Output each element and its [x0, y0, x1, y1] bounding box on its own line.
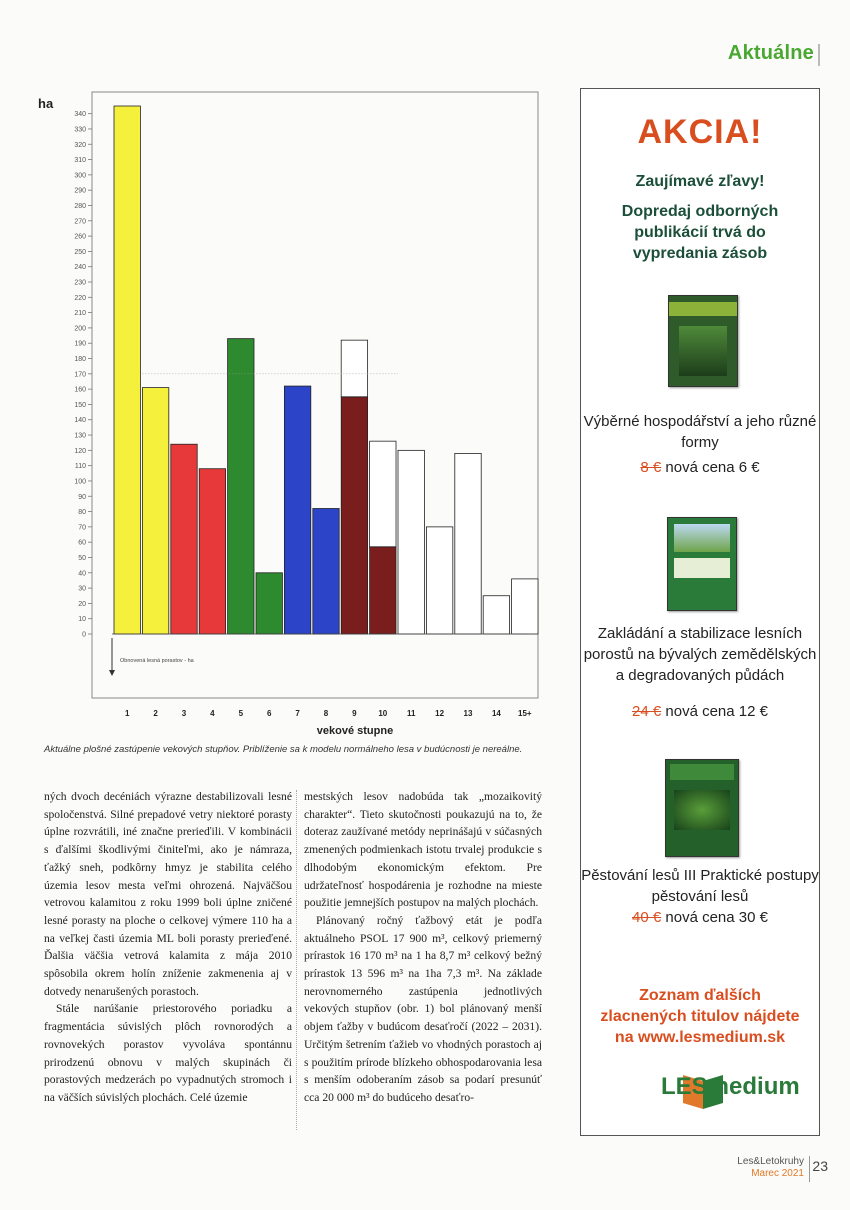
- article-column-right: [304, 788, 542, 1107]
- x-tick-label: 7: [295, 709, 300, 718]
- y-tick-label: 150: [74, 401, 86, 409]
- y-tick-label: 130: [74, 432, 86, 440]
- y-tick-label: 200: [74, 325, 86, 333]
- y-tick-label: 180: [74, 356, 86, 364]
- legend-text: Obnovená lesná porastov - ha: [120, 658, 194, 664]
- book-cover-1: [668, 295, 738, 387]
- x-tick-label: 8: [323, 709, 329, 718]
- y-axis-label: ha: [38, 96, 54, 111]
- y-tick-label: 340: [74, 111, 86, 119]
- bar-stack-9: [341, 340, 367, 397]
- figure-caption: Aktuálne plošné zastúpenie vekových stupňov. Priblíženie sa k modelu normálneho lesa v budúcnosti je nereálne.: [44, 744, 523, 755]
- y-tick-label: 70: [78, 524, 86, 532]
- bar-2: [142, 388, 168, 634]
- book-old-price-3: 40 €: [632, 909, 662, 926]
- footer-magazine: [737, 1156, 804, 1180]
- bar-1: [114, 106, 140, 634]
- y-tick-label: 290: [74, 187, 86, 195]
- y-tick-label: 80: [78, 509, 86, 517]
- lesmedium-logo-text: LESmedium: [661, 1073, 800, 1100]
- x-tick-label: 11: [406, 709, 416, 718]
- bar-8: [313, 509, 339, 634]
- book-price-2: [581, 701, 819, 722]
- x-tick-label: 2: [153, 709, 158, 718]
- y-tick-label: 220: [74, 294, 86, 302]
- bar-4: [199, 469, 225, 634]
- y-tick-label: 250: [74, 248, 86, 256]
- page-number: 23: [812, 1158, 828, 1174]
- legend-arrow-head: [109, 670, 115, 676]
- x-axis-label: vekové stupne: [316, 725, 394, 737]
- y-tick-label: 60: [78, 539, 86, 547]
- book-price-3: [581, 907, 819, 928]
- footer-date: Marec 2021: [751, 1168, 804, 1179]
- bar-stack-14: [483, 596, 509, 634]
- x-tick-label: 13: [463, 709, 473, 718]
- book-new-price-3: nová cena 30 €: [665, 909, 768, 926]
- y-tick-label: 20: [78, 600, 86, 608]
- y-tick-label: 120: [74, 447, 86, 455]
- bar-5: [228, 339, 254, 634]
- x-tick-label: 12: [435, 709, 445, 718]
- bar-9: [341, 397, 367, 634]
- y-tick-label: 270: [74, 218, 86, 226]
- book-title-2: Zakládání a stabilizace lesních porostů na bývalých zemědělských a degradovaných půdách: [583, 625, 817, 684]
- x-tick-label: 3: [181, 709, 187, 718]
- book-new-price-2: nová cena 12 €: [665, 703, 768, 720]
- y-tick-label: 140: [74, 417, 86, 425]
- article-paragraph: Stále narúšanie priestorového poriadku a fragmentácia súvislých plôch rovnorodých a rovnovekých porastov vyvoláva spontánnu prirodzenú obnovu v malých skupinách či porastových medzerách po vypadnutých stromoch i na väčších súvislých plochách. Celé územie: [44, 1002, 292, 1104]
- y-tick-label: 170: [74, 371, 86, 379]
- promo-ad-box: [580, 88, 820, 1136]
- y-tick-label: 100: [74, 478, 86, 486]
- ad-subtitle-2-text: Dopredaj odborných publikácií trvá do vypredania zásob: [621, 203, 779, 262]
- y-tick-label: 330: [74, 126, 86, 134]
- article-paragraph: Plánovaný ročný ťažbový etát je podľa aktuálneho PSOL 17 900 m³, celkový priemerný prírastok 16 170 m³ na 1 ha 8,7 m³ celkový bežný prírastok 13 596 m³ na 1ha 7,3 m³. Na základe nerovnomerného zastúpenia jednotlivých vekových stupňov (obr. 1) bol plánovaný menší objem ťažby v budúcom desaťročí (2022 – 2031). Určitým šetrením ťažieb vo vhodných porastoch aj s použitím prírode blízkeho obhospodarovania lesa s menším odoberaním zásob sa podarí presunúť cca 20 000 m³ do budúceho desaťro-: [304, 913, 542, 1104]
- ad-subtitle: Zaujímavé zľavy!: [635, 173, 765, 190]
- article-paragraph: ných dvoch decéniách výrazne destabilizovali lesné spoločenstvá. Silné prepadové vetry niektoré porasty úplne rozvrátili, iné značne prerieďili. V kombinácii s ďalšími škodlivými činiteľmi, ako je námraza, ťažký sneh, podkôrny hmyz je stabilita celého územia lesov mesta veľmi ohrozená. Najväčšou vetrovou kalamitou z roku 1999 boli úplne zničené lesné porasty na ploche o celkovej výmere 110 ha a na veľkej časti územia ML boli porasty prerieďené. Ďalšia väčšia vetrová kalamita z mája 2010 spôsobila okrem holín zníženie zakmenenia aj v dotvedy nenarušených porastoch.: [44, 790, 292, 998]
- x-tick-label: 15+: [518, 709, 532, 718]
- book-title-3: Pěstování lesů III Praktické postupy pěstování lesů: [581, 867, 819, 905]
- bar-stack-15+: [512, 579, 538, 634]
- lesmedium-logo: [609, 1067, 799, 1111]
- book-old-price-2: 24 €: [632, 703, 662, 720]
- article-paragraph: mestských lesov nadobúda tak „mozaikovitý charakter“. Tieto skutočnosti poukazujú na to, že doteraz zaužívané metódy neprinášajú v súčasných zmenených podmienkach istotu trvalej produkcie s dlhodobým ekonomickým efektom. Pre udržateľnosť hospodárenia je rozhodne na mieste použitie jemnejších postupov na malých plochách.: [304, 790, 542, 910]
- footer-divider: [809, 1156, 810, 1182]
- book-new-price-1: nová cena 6 €: [665, 459, 760, 476]
- y-tick-label: 40: [78, 570, 86, 578]
- bar-6: [256, 573, 282, 634]
- footer-magazine-name: Les&Letokruhy: [737, 1156, 804, 1167]
- bar-stack-12: [426, 527, 452, 634]
- bar-10: [370, 547, 396, 634]
- ad-more-text: Zoznam ďalších zlacnených titulov nájdete na www.lesmedium.sk: [600, 987, 800, 1046]
- book-price-1: [581, 457, 819, 478]
- y-tick-label: 50: [78, 554, 86, 562]
- x-tick-label: 4: [210, 709, 215, 718]
- y-tick-label: 300: [74, 172, 86, 180]
- bar-7: [284, 386, 310, 634]
- article-column-left: [44, 788, 292, 1107]
- y-tick-label: 210: [74, 310, 86, 318]
- bar-stack-13: [455, 453, 481, 634]
- y-tick-label: 110: [74, 463, 86, 471]
- age-class-bar-chart: [30, 86, 550, 738]
- y-tick-label: 0: [82, 631, 86, 639]
- section-label: Aktuálne: [727, 42, 814, 64]
- y-tick-label: 240: [74, 264, 86, 272]
- x-tick-label: 5: [238, 709, 244, 718]
- y-tick-label: 90: [78, 493, 86, 501]
- book-cover-2: [667, 517, 737, 611]
- ad-title: AKCIA!: [637, 113, 763, 151]
- y-tick-label: 260: [74, 233, 86, 241]
- y-tick-label: 160: [74, 386, 86, 394]
- bar-3: [171, 444, 197, 634]
- ad-more-titles: [581, 985, 819, 1048]
- section-divider: [818, 44, 820, 66]
- y-tick-label: 320: [74, 141, 86, 149]
- y-tick-label: 280: [74, 202, 86, 210]
- bar-stack-11: [398, 450, 424, 634]
- y-tick-label: 230: [74, 279, 86, 287]
- column-divider: [296, 790, 298, 1130]
- x-tick-label: 6: [266, 709, 272, 718]
- y-tick-label: 190: [74, 340, 86, 348]
- x-tick-label: 14: [491, 709, 501, 718]
- book-title-1: Výběrné hospodářství a jeho různé formy: [583, 413, 817, 451]
- book-cover-3: [665, 759, 739, 857]
- y-tick-label: 10: [78, 616, 86, 624]
- bar-stack-10: [370, 441, 396, 547]
- book-old-price-1: 8 €: [640, 459, 662, 476]
- y-tick-label: 30: [78, 585, 86, 593]
- y-tick-label: 310: [74, 157, 86, 165]
- x-tick-label: 10: [378, 709, 388, 718]
- x-tick-label: 1: [124, 709, 130, 718]
- ad-subtitle-2: [581, 201, 819, 264]
- x-tick-label: 9: [352, 709, 357, 718]
